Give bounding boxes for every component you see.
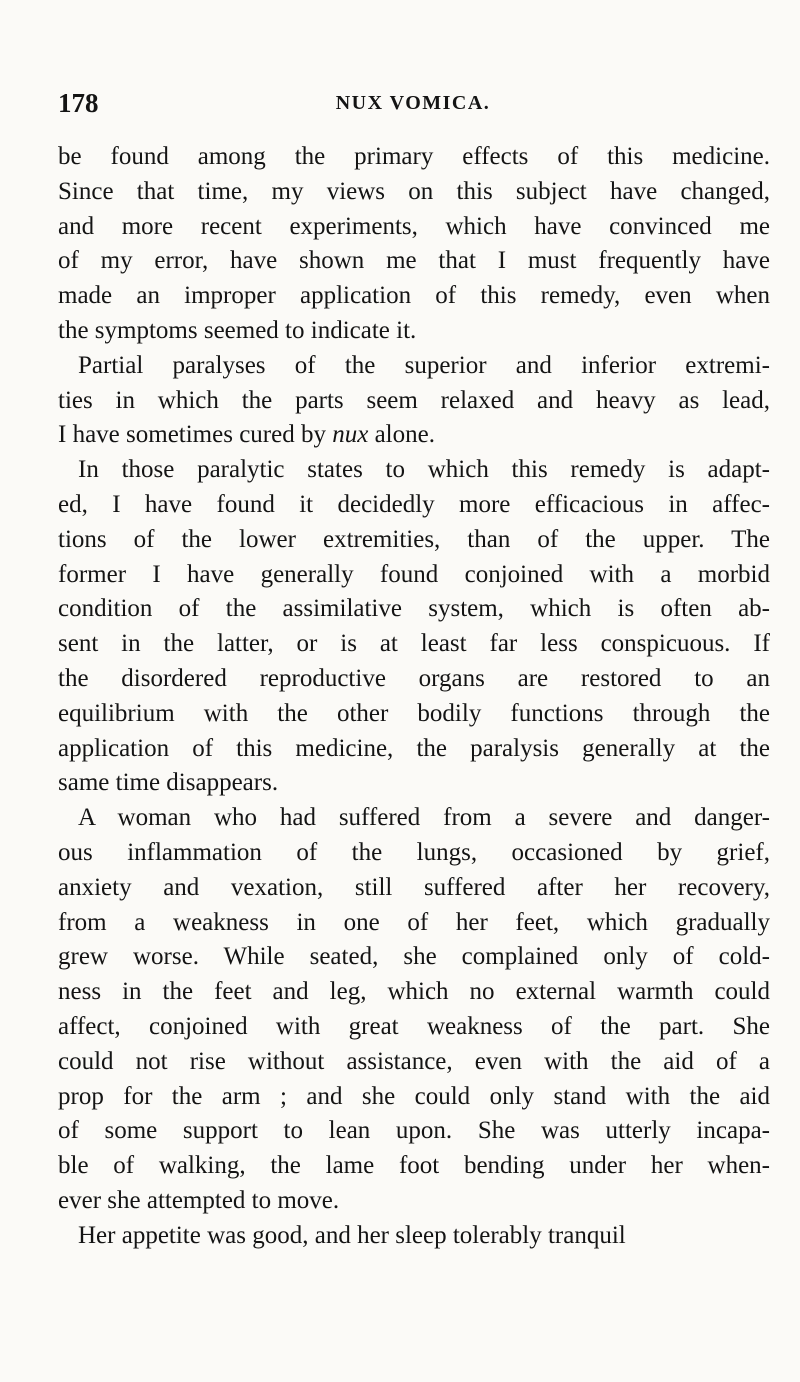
text-line: Her appetite was good, and her sleep tolerably tranquil bbox=[78, 1221, 626, 1249]
text-line: condition of the assimilative system, which is often ab- bbox=[58, 595, 770, 623]
text-line: prop for the arm ; and she could only stand with the aid bbox=[58, 1082, 770, 1110]
text-run: alone. bbox=[368, 421, 435, 449]
text-line: sent in the latter, or is at least far less conspicuous. If bbox=[58, 630, 770, 658]
text-line: In those paralytic states to which this remedy is adapt- bbox=[78, 456, 770, 484]
text-line: ties in which the parts seem relaxed and heavy as lead, bbox=[58, 386, 770, 414]
text-line: could not rise without assistance, even with the aid of a bbox=[58, 1047, 770, 1075]
text-line: A woman who had suffered from a severe and danger- bbox=[78, 804, 770, 832]
italic-word-nux: nux bbox=[332, 421, 369, 449]
text-line: and more recent experiments, which have convinced me bbox=[58, 212, 770, 240]
text-line: grew worse. While seated, she complained only of cold- bbox=[58, 943, 770, 971]
running-title: NUX VOMICA. bbox=[335, 92, 491, 114]
running-head bbox=[58, 88, 768, 118]
text-line: made an improper application of this remedy, even when bbox=[58, 282, 770, 310]
text-line: the symptoms seemed to indicate it. bbox=[58, 316, 417, 344]
text-line: application of this medicine, the paralysis generally at the bbox=[58, 734, 770, 762]
text-line: tions of the lower extremities, than of the upper. The bbox=[58, 525, 770, 553]
text-line: from a weakness in one of her feet, which gradually bbox=[58, 908, 770, 936]
page-number: 178 bbox=[58, 88, 99, 118]
text-line: ous inflammation of the lungs, occasioned by grief, bbox=[58, 838, 770, 866]
text-run: I have sometimes cured by bbox=[58, 421, 333, 449]
body-text bbox=[58, 140, 770, 1254]
text-line: Since that time, my views on this subject have changed, bbox=[58, 177, 770, 205]
text-line: ed, I have found it decidedly more efficacious in affec- bbox=[58, 490, 770, 518]
text-line: affect, conjoined with great weakness of the part. She bbox=[58, 1012, 770, 1040]
text-line: of my error, have shown me that I must frequently have bbox=[58, 247, 770, 275]
text-line: ness in the feet and leg, which no external warmth could bbox=[58, 978, 770, 1006]
text-line bbox=[58, 418, 770, 453]
text-line: former I have generally found conjoined with a morbid bbox=[58, 560, 770, 588]
text-line: equilibrium with the other bodily functions through the bbox=[58, 699, 770, 727]
text-line: same time disappears. bbox=[58, 769, 279, 797]
text-line: anxiety and vexation, still suffered after her recovery, bbox=[58, 873, 770, 901]
text-line: the disordered reproductive organs are restored to an bbox=[58, 664, 770, 692]
text-line: be found among the primary effects of this medicine. bbox=[58, 143, 770, 170]
text-line: ble of walking, the lame foot bending under her when- bbox=[58, 1152, 770, 1180]
text-line: Partial paralyses of the superior and inferior extremi- bbox=[78, 351, 770, 379]
text-line: of some support to lean upon. She was utterly incapa- bbox=[58, 1117, 770, 1145]
text-line: ever she attempted to move. bbox=[58, 1186, 340, 1214]
